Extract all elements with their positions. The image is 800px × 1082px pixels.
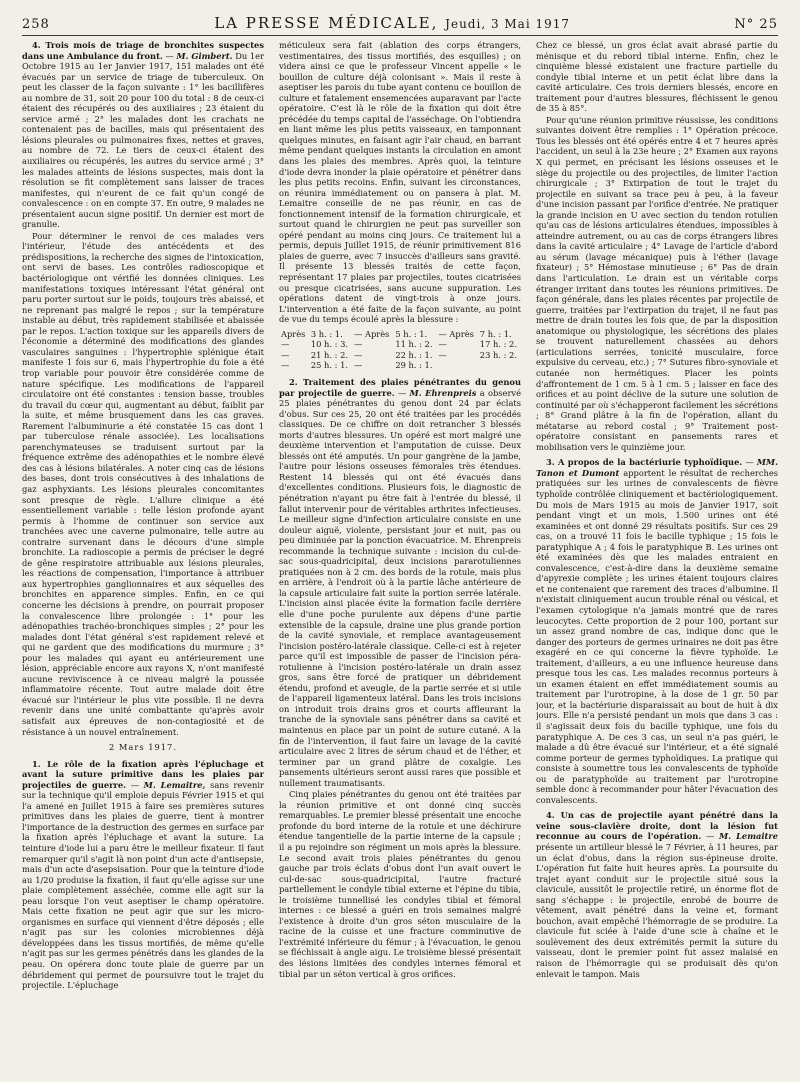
stats-cell: 3 h. : 1. (310, 328, 343, 339)
article-text: présente un artilleur blessé le 7 Février, à 11 heures, par un éclat d'obus, dans la région sus-épineuse droite. L'opération fut faite huit heures après. La poursuite du trajet ayant conduit sur le projectile situé sous la clavicule, aussitôt le projectile retiré, un énorme flot de sang s'échappe : le projectile, enrobé de bourre de vêtement, avait pénétré dans la veine et, formant bouchon, avait empêché l'hémorragie de se produire. La clavicule fut sciée à l'aide d'une scie à chaîne et le soulèvement des deux extrémités permit la suture du vaisseau, dont le premier point fut assez malaisé en raison de l'hémorragie qui se produisait dès qu'on enlevait le tampon. Mais (536, 842, 778, 979)
stats-cell: — (354, 360, 363, 371)
page-header (22, 14, 778, 36)
stats-cell: 7 h. : 1. (479, 328, 512, 339)
article-author: M. Lemaitre (719, 831, 778, 842)
article-text: sans revenir sur la technique qu'il emploie depuis Février 1915 et qui l'a amené en Juillet 1915 à faire ses premières sutures primitives dans les plaies de guerre, tient à montrer l'importance de la destruction des germes en surface par la fixation après l'épluchage et avant la suture. La teinture d'iode lui a paru être le meilleur fixateur. Il faut remarquer qu'il s'agit là non point d'un acte d'antisepsie, mais d'un acte d'asepsisation. Pour que la teinture d'iode au 1/20 produise la fixation, il faut qu'elle agisse sur une plaie complètement asséchée, comme elle agit sur la peau lorsque l'on veut aseptiser le champ opératoire. Mais cette fixation ne peut agir que sur les micro-organismes en surface qui viennent d'être déposés ; elle n'agit pas sur les colonies microbiennes déjà développées dans les tissus mortifiés, de même qu'elle n'agit pas sur les germes pénétrés dans les glandes de la peau. On opérera donc toute plaie de guerre par un débridement qui permet de poursuivre tout le trajet du projectile. L'épluchage (22, 779, 264, 991)
stats-cell: 29 h. : 1. (395, 360, 433, 371)
stats-cell: — (438, 339, 447, 350)
column-middle (279, 40, 521, 1076)
article-heading: 4. Trois mois de triage de bronchites suspectes dans une Ambulance du front. (22, 40, 264, 61)
article-paragraph: Cinq plaies pénétrantes du genou ont été traitées par la réunion primitive et ont donné cinq succès remarquables. Le premier blessé présentait une encoche profonde du bord interne de la rotule et une déchirure étendue tangentielle de la partie interne de la capsule ; il a pu rejoindre son régiment un mois après la blessure. Le second avait trois plaies pénétrantes du genou gauche par trois éclats d'obus dont l'un avait ouvert le cul-de-sac sous-quadricipital, l'autre fracturé partiellement le condyle tibial externe et l'épine du tibia, le troisième tunnellisé les condyles tibial et fémoral internes : ce blessé a guéri en trois semaines malgré l'existence à droite d'un gros séton musculaire de la racine de la cuisse et une fracture comminutive de l'extrémité inférieure du fémur ; à l'évacuation, le genou se fléchissait à angle aigu. Le troisième blessé présentait des lésions limitées des condyles internes fémoral et tibial par un séton vertical à gros orifices. (279, 789, 521, 979)
stats-cell: 21 h. : 2. (310, 349, 348, 360)
journal-title (214, 14, 570, 32)
stats-cell (478, 360, 521, 371)
stats-cell: 11 h. : 2. (395, 339, 433, 350)
article-paragraph: 1. Le rôle de la fixation après l'épluchage et avant la suture primitive dans les plaies par projectiles de guerre. — M. Lemaitre, sans revenir sur la technique qu'il emploie depuis Février 1915 et qui l'a amené en Juillet 1915 à faire ses premières sutures primitives dans les plaies de guerre, tient à montrer l'importance de la destruction des germes en surface par la fixation après l'épluchage et avant la suture. La teinture d'iode lui a paru être le meilleur fixateur. Il faut remarquer qu'il s'agit là non point d'un acte d'antisepsie, mais d'un acte d'asepsisation. Pour que la teinture d'iode au 1/20 produise la fixation, il faut qu'elle agisse sur une plaie complètement asséchée, comme elle agit sur la peau lorsque l'on veut aseptiser le champ opératoire. Mais cette fixation ne peut agir que sur les micro-organismes en surface qui viennent d'être déposés ; elle n'agit pas sur les colonies microbiennes déjà développées dans les tissus mortifiés, de même qu'elle n'agit pas sur les germes pénétrés dans les glandes de la peau. On opérera donc toute plaie de guerre par un débridement qui permet de poursuivre tout le trajet du projectile. L'épluchage (22, 758, 264, 991)
stats-row (279, 360, 521, 371)
stats-cell: 23 h. : 2. (479, 349, 517, 360)
stats-cell: — (281, 339, 290, 350)
article-paragraph: 4. Un cas de projectile ayant pénétré dans la veine sous-clavière droite, dont la lésion fut reconnue au cours de l'opération. — M. Lemaitre présente un artilleur blessé le 7 Février, à 11 heures, par un éclat d'obus, dans la région sus-épineuse droite. L'opération fut faite huit heures après. La poursuite du trajet ayant conduit sur le projectile situé sous la clavicule, aussitôt le projectile retiré, un énorme flot de sang s'échappe : le projectile, enrobé de bourre de vêtement, avait pénétré dans la veine et, formant bouchon, avait empêché l'hémorragie de se produire. La clavicule fut sciée à l'aide d'une scie à chaîne et le soulèvement des deux extrémités permit la suture du vaisseau, dont le premier point fut assez malaisé en raison de l'hémorragie qui se produisait dès qu'on enlevait le tampon. Mais (536, 810, 778, 979)
journal-name: LA PRESSE MÉDICALE, (214, 14, 439, 32)
page-number: 258 (22, 17, 50, 32)
stats-cell: — (354, 339, 363, 350)
stats-row (279, 350, 521, 361)
stats-row (279, 329, 521, 340)
header-rule (22, 35, 778, 36)
article-paragraph: 4. Trois mois de triage de bronchites suspectes dans une Ambulance du front. — M. Gimbert. Du 1er Octobre 1915 au 1er Janvier 1917, 151 malades ont été évacués par un service de triage de tuberculeux. On peut les classer de la façon suivante : 1° les bacillifères au nombre de 31, soit 20 pour 100 du total : 8 de ceux-ci étaient des récupérés ou des auxiliaires ; 23 étaient du service armé ; 2° les malades dont les crachats ne contenaient pas de bacilles, mais qui présentaient des lésions pleurales ou pulmonaires fixes, nettes et graves, au nombre de 72. Le tiers de ceux-ci étaient des auxiliaires ou récupérés, les autres du service armé ; 3° les malades atteints de lésions suspectes, mais dont la résolution se fit complètement sans laisser de traces manifestes, qui n'eurent de ce fait qu'un congé de convalescence : on en compte 37. En outre, 9 malades ne présentaient aucun signe positif. Un dernier est mort de granulie. (22, 40, 264, 230)
stats-cell: 22 h. : 1. (395, 349, 433, 360)
article-author: MM. Tanon et Dumont (536, 457, 778, 478)
delay-stats-table (279, 329, 521, 371)
article-paragraph: Pour qu'une réunion primitive réussisse, les conditions suivantes doivent être remplies : 1° Opération précoce. Tous les blessés ont été opérés entre 4 et 7 heures après l'accident, un seul à la 23e heure ; 2° Examen aux rayons X qui permet, en précisant les lésions osseuses et le siège du projectile ou des projectiles, de limiter l'action chirurgicale ; 3° Extirpation de tout le trajet du projectile en suivant sa trace peu à peu, à la faveur d'une incision passant par l'orifice d'entrée. Ne pratiquer la grande incision en U avec section du tendon rotulien qu'au cas de lésions articulaires étendues, impossibles à atteindre autrement, ou au cas de corps étrangers libres dans la cavité articulaire ; 4° Lavage de l'article d'abord au sérum (lavage mécanique) puis à l'éther (lavage fixateur) ; 5° Hémostase minutieuse ; 6° Pas de drain dans l'articulation. Le drain est un véritable corps étranger irritant dans toutes les réunions primitives. De façon générale, dans les plaies récentes par projectile de guerre, traitées par l'extirpation du trajet, il ne faut pas mettre de drain toutes les fois que, de par la disposition anatomique ou physiologique, les sécrétions des plaies se trouvent naturellement chassées au dehors (articulations serrées, tonicité musculaire, force expulsive du cerveau, etc.) ; 7° Sutures fibro-synoviale et cutanée non hermétiques. Placer les points d'affrontement de 1 cm. 5 à 1 cm. 5 ; laisser en face des orifices et au point déclive de la suture une solution de continuité par où s'échapperont facilement les sécrétions ; 8° Grand plâtre à la fin de l'opération, allant du métatarse au rebord costal ; 9° Traitement post-opératoire consistant en pansements rares et mobilisation vers le quinzième jour. (536, 114, 778, 452)
stats-cell: — Après (354, 328, 390, 339)
article-text: apportent le résultat de recherches pratiquées sur les urines de convalescents de fièvre typhoïde contrôlée cliniquement et bactériologiquement. Du mois de Mars 1915 au mois de Janvier 1917, soit pendant vingt et un mois, 1.500 urines ont été examinées et ont donné 29 résultats positifs. Sur ces 29 cas, on a trouvé 11 fois le bacille typhique ; 15 fois le paratyphique A ; 4 fois le paratyphique B. Les urines ont été examinées dès que les malades entraient en convalescence, c'est-à-dire dans la deuxième semaine d'apyrexie complète ; les urines étaient toujours claires et ne contenaient que rarement des traces d'albumine. Il n'existait cliniquement aucun trouble rénal ou vésical, et l'examen cytologique n'a jamais montré que de rares leucocytes. Cette proportion de 2 pour 100, portant sur un assez grand nombre de cas, indique donc que le danger des porteurs de germes urinaires ne doit pas être exagéré en ce qui concerne la fièvre typhoïde. Le traitement, d'ailleurs, a eu une influence heureuse dans presque tous les cas. Les malades reconnus porteurs à un examen étaient en effet immédiatement soumis au traitement par l'urotropine, à la dose de 1 gr. 50 par jour, et la bactériurie disparaissait au bout de huit à dix jours. Elle n'a persisté pendant un mois que dans 3 cas : il s'agissait deux fois du bacille typhique, une fois du paratyphique A. De ces 3 cas, un seul n'a pas guéri, le malade a dû être évacué sur l'intérieur, et a été signalé comme porteur de germes typhoïdiques. La pratique qui consiste à soumettre tous les convalescents de typhoïde ou de paratyphoïde au traitement par l'urotropine semble donc à recommander pour hâter l'évacuation des convalescents. (536, 467, 778, 805)
stats-cell: Après (281, 328, 306, 339)
article-heading: 1. Le rôle de la fixation après l'épluchage et avant la suture primitive dans les plaies par projectiles de guerre. (22, 758, 264, 790)
stats-cell: 25 h. : 1. (310, 360, 348, 371)
column-left (22, 40, 264, 1076)
article-heading: 4. Un cas de projectile ayant pénétré dans la veine sous-clavière droite, dont la lésion fut reconnue au cours de l'opération. (536, 810, 778, 842)
column-right (536, 40, 778, 1076)
article-text: Du 1er Octobre 1915 au 1er Janvier 1917, 151 malades ont été évacués par un service de triage de tuberculeux. On peut les classer de la façon suivante : 1° les bacillifères au nombre de 31, soit 20 pour 100 du total : 8 de ceux-ci étaient des récupérés ou des auxiliaires ; 23 étaient du service armé ; 2° les malades dont les crachats ne contenaient pas de bacilles, mais qui présentaient des lésions pleurales ou pulmonaires fixes, nettes et graves, au nombre de 72. Le tiers de ceux-ci étaient des auxiliaires ou récupérés, les autres du service armé ; 3° les malades atteints de lésions suspectes, mais dont la résolution se fit complètement sans laisser de traces manifestes, qui n'eurent de ce fait qu'un congé de convalescence : on en compte 37. En outre, 9 malades ne présentaient aucun signe positif. Un dernier est mort de granulie. (22, 50, 264, 230)
stats-cell: — Après (438, 328, 474, 339)
article-author: M. Ehrenpreis (409, 387, 477, 398)
section-date: 2 Mars 1917. (109, 742, 177, 753)
stats-cell: 17 h. : 2. (479, 339, 517, 350)
article-text: a observé 25 plaies pénétrantes du genou dont 24 par éclats d'obus. Sur ces 25, 20 ont été traitées par les procédés classiques. De ce chiffre on doit retrancher 3 blessés morts d'autres blessures. Un opéré est mort malgré une deuxième intervention et l'amputation de cuisse. Deux blessés ont été amputés. Un pour gangrène de la jambe, l'autre pour lésions osseuses fémorales très étendues. Restent 14 blessés qui ont été évacués dans d'excellentes conditions. Plusieurs fois, le diagnostic de pénétration n'ayant pu être fait à l'entrée du blessé, il fallut intervenir pour de véritables arthrites infectieuses. Le meilleur signe d'infection articulaire consiste en une douleur aiguë, violente, persistant jour et nuit, pas ou peu diminuée par la ponction évacuatrice. M. Ehrenpreis recommande la technique suivante : incision du cul-de-sac sous-quadricipital, deux incisions pararotuliennes pratiquées non à 2 cm. des bords de la rotule, mais plus en arrière, à l'endroit où à la partie lâche antérieure de la capsule articulaire fait suite la portion serrée latérale. L'incision ainsi placée évite la formation facile derrière elle d'une poche purulente aux dépens d'une partie extensible de la capsule, draine une plus grande portion de la cavité synoviale, et remplace avantageusement l'incision postéro-latérale classique. Celle-ci est à rejeter parce qu'il est impossible de passer de l'incision péra-rotulienne à l'incision postéro-latérale un drain assez gros, sans être forcé de pratiquer un débridement étendu, profond et aveugle, de la partie serrée et si utile de l'appareil ligamenteux latéral. Dans les trois incisions on introduit trois drains gros et courts affleurant la tranche de la synoviale sans pénétrer dans sa cavité et maintenus en place par un point de suture cutané. A la fin de l'intervention, il faut faire un lavage de la cavité articulaire avec 2 litres de sérum chaud et de l'éther, et terminer par un grand plâtre de coxalgie. Les pansements ultérieurs seront aussi rares que possible et nullement traumatisants. (279, 387, 521, 788)
article-author: M. Lemaitre, (143, 779, 206, 790)
stats-cell: — (281, 349, 290, 360)
article-paragraph: méticuleux sera fait (ablation des corps étrangers, vestimentaires, des tissus mortifiés, des esquilles) ; on videra ainsi ce que le professeur Vincent appelle « le bouillon de culture déjà colonisant ». Mais il reste à aseptiser les parois du tube ayant contenu ce bouillon de culture et fatalement ensemencées auparavant par l'acte opératoire. C'est là le rôle de la fixation qui doit être précédée du temps capital de l'asséchage. On l'obtiendra en liant même les plus petits vaisseaux, en tamponnant quelques minutes, en faisant agir l'air chaud, en barrant même pendant quelques instants la circulation en amont dans les plaies des membres. Après quoi, la teinture d'iode devra inonder la plaie opératoire et pénétrer dans les plus petits recoins. Enfin, suivant les circonstances, on réunira immédiatement ou on pansera à plat. M. Lemaitre conseille de ne pas réunir, en cas de fonctionnement intensif de la formation chirurgicale, et surtout quand le chirurgien ne peut pas surveiller son opéré pendant au moins cinq jours. Ce traitement lui a permis, depuis Juillet 1915, de réunir primitivement 816 plaies de guerre, avec 7 insuccès d'ailleurs sans gravité. Il présente 13 blessés traités de cette façon, représentant 17 plaies par projectiles, toutes cicatrisées ou presque cicatrisées, sans aucune suppuration. Les opérations datent de vingt-trois à onze jours. L'intervention a été faite de la façon suivante, au point de vue du temps écoulé après la blessure : (279, 40, 521, 325)
article-heading: 2. Traitement des plaies pénétrantes du genou par projectile de guerre. (279, 376, 521, 398)
article-paragraph: Pour déterminer le renvoi de ces malades vers l'intérieur, l'étude des antécédents et des prédispositions, la recherche des signes de l'intoxication, ont servi de bases. Les contrôles radioscopique et bactériologique ont vérifié les données cliniques. Les manifestations toxiques intéressant l'état général ont paru porter surtout sur le poids, toujours très abaissé, et ne reprenant pas malgré le repos ; sur la température instable au début, très rapidement stabilisée et abaissée par le repos. L'action toxique sur les appareils divers de l'économie a déterminé des modifications des glandes vasculaires sanguines : l'hypertrophie splénique était manifeste 1 fois sur 6, mais l'hypertrophie du foie a été trop variable pour pouvoir être considérée comme de nature spécifique. Les modifications de l'appareil circulatoire ont été constantes : tension basse, troubles du travail du cœur qui, augmentant au début, faiblit par la suite, et même brusquement dans les cas graves. Rarement l'albuminurie a été constatée 15 cas dont 1 par tuberculose rénale associée). Les localisations parenchymateuses se traduisent surtout par la fréquence extrême des adénopathies et le nombre élevé des cas à lésions bilatérales. A noter cinq cas de lésions des bases, dont trois consécutives à des inhalations de gaz asphyxiants. Les lésions pleurales concomitantes sont presque de règle. L'allure clinique a été essentiellement variable : telle lésion profonde ayant permis à l'homme de continuer son service aux tranchées avec une caverne pulmonaire, telle autre au contraire survenant dans le décours d'une simple bronchite. La radioscopie a permis de préciser le degré de gêne respiratoire attribuable aux lésions pleurales, les réactions de compensation, l'importance à attribuer aux hypertrophies ganglionnaires et aux séquelles des bronchites en apparence simples. Enfin, en ce qui concerne les décisions à prendre, on pourrait proposer la convalescence libre prolongée : 1° pour les adénopathies trachéo-bronchiques simples ; 2° pour les malades dont l'état général s'est rapidement relevé et qui ne gardent que des modifications du murmure ; 3° pour les malades qui ayant eu antérieurement une lésion, appréciable encore aux rayons X, n'ont manifesté aucune reviviscence à ce niveau malgré la poussée inflammatoire récente. Tout autre malade doit être évacué sur l'intérieur le plus vite possible. Il ne devra revenir dans une unité combattante qu'après avoir satisfait aux épreuves de non-contagiosité et de résistance à un nouvel entraînement. (22, 230, 264, 737)
article-paragraph: 2. Traitement des plaies pénétrantes du genou par projectile de guerre. — M. Ehrenpreis a observé 25 plaies pénétrantes du genou dont 24 par éclats d'obus. Sur ces 25, 20 ont été traitées par les procédés classiques. De ce chiffre on doit retrancher 3 blessés morts d'autres blessures. Un opéré est mort malgré une deuxième intervention et l'amputation de cuisse. Deux blessés ont été amputés. Un pour gangrène de la jambe, l'autre pour lésions osseuses fémorales très étendues. Restent 14 blessés qui ont été évacués dans d'excellentes conditions. Plusieurs fois, le diagnostic de pénétration n'ayant pu être fait à l'entrée du blessé, il fallut intervenir pour de véritables arthrites infectieuses. Le meilleur signe d'infection articulaire consiste en une douleur aiguë, violente, persistant jour et nuit, pas ou peu diminuée par la ponction évacuatrice. M. Ehrenpreis recommande la technique suivante : incision du cul-de-sac sous-quadricipital, deux incisions pararotuliennes pratiquées non à 2 cm. des bords de la rotule, mais plus en arrière, à l'endroit où à la partie lâche antérieure de la capsule articulaire fait suite la portion serrée latérale. L'incision ainsi placée évite la formation facile derrière elle d'une poche purulente aux dépens d'une partie extensible de la capsule, draine une plus grande portion de la cavité synoviale, et remplace avantageusement l'incision postéro-latérale classique. Celle-ci est à rejeter parce qu'il est impossible de passer de l'incision péra-rotulienne à l'incision postéro-latérale un drain assez gros, sans être forcé de pratiquer un débridement étendu, profond et aveugle, de la partie serrée et si utile de l'appareil ligamenteux latéral. Dans les trois incisions on introduit trois drains gros et courts affleurant la tranche de la synoviale sans pénétrer dans sa cavité et maintenus en place par un point de suture cutané. A la fin de l'intervention, il faut faire un lavage de la cavité articulaire avec 2 litres de sérum chaud et de l'éther, et terminer par un grand plâtre de coxalgie. Les pansements ultérieurs seront aussi rares que possible et nullement traumatisants. (279, 376, 521, 788)
stats-cell: 10 h. : 3. (310, 339, 348, 350)
article-paragraph: Chez ce blessé, un gros éclat avait abrasé partie du ménisque et du rebord tibial interne. Enfin, chez le cinquième blessé existaient une fracture partielle du condyle tibial interne et un petit éclat libre dans la cavité articulaire. Ces trois derniers blessés, encore en traitement pour d'autres blessures, fléchissent le genou de 35 à 85°. (536, 40, 778, 114)
article-heading: 3. A propos de la bactériurie typhoïdique. (546, 457, 743, 468)
stats-cell: — (354, 349, 363, 360)
issue-date: Jeudi, 3 Mai 1917 (445, 17, 571, 31)
stats-row (279, 339, 521, 350)
stats-cell (437, 360, 478, 371)
article-paragraph: 3. A propos de la bactériurie typhoïdique. — MM. Tanon et Dumont apportent le résultat de recherches pratiquées sur les urines de convalescents de fièvre typhoïde contrôlée cliniquement et bactériologiquement. Du mois de Mars 1915 au mois de Janvier 1917, soit pendant vingt et un mois, 1.500 urines ont été examinées et ont donné 29 résultats positifs. Sur ces 29 cas, on a trouvé 11 fois le bacille typhique ; 15 fois le paratyphique A ; 4 fois le paratyphique B. Les urines ont été examinées dès que les malades entraient en convalescence, c'est-à-dire dans la deuxième semaine d'apyrexie complète ; les urines étaient toujours claires et ne contenaient que rarement des traces d'albumine. Il n'existait cliniquement aucun trouble rénal ou vésical, et l'examen cytologique n'a jamais montré que de rares leucocytes. Cette proportion de 2 pour 100, portant sur un assez grand nombre de cas, indique donc que le danger des porteurs de germes urinaires ne doit pas être exagéré en ce qui concerne la fièvre typhoïde. Le traitement, d'ailleurs, a eu une influence heureuse dans presque tous les cas. Les malades reconnus porteurs à un examen étaient en effet immédiatement soumis au traitement par l'urotropine, à la dose de 1 gr. 50 par jour, et la bactériurie disparaissait au bout de huit à dix jours. Elle n'a persisté pendant un mois que dans 3 cas : il s'agissait deux fois du bacille typhique, une fois du paratyphique A. De ces 3 cas, un seul n'a pas guéri, le malade a dû être évacué sur l'intérieur, et a été signalé comme porteur de germes typhoïdiques. La pratique qui consiste à soumettre tous les convalescents de typhoïde ou de paratyphoïde au traitement par l'urotropine semble donc à recommander pour hâter l'évacuation des convalescents. (536, 457, 778, 805)
stats-cell: — (438, 349, 447, 360)
article-author: M. Gimbert. (176, 50, 233, 61)
stats-cell: — (281, 360, 290, 371)
stats-cell: 5 h. : 1. (395, 328, 428, 339)
issue-number: N° 25 (734, 17, 778, 32)
